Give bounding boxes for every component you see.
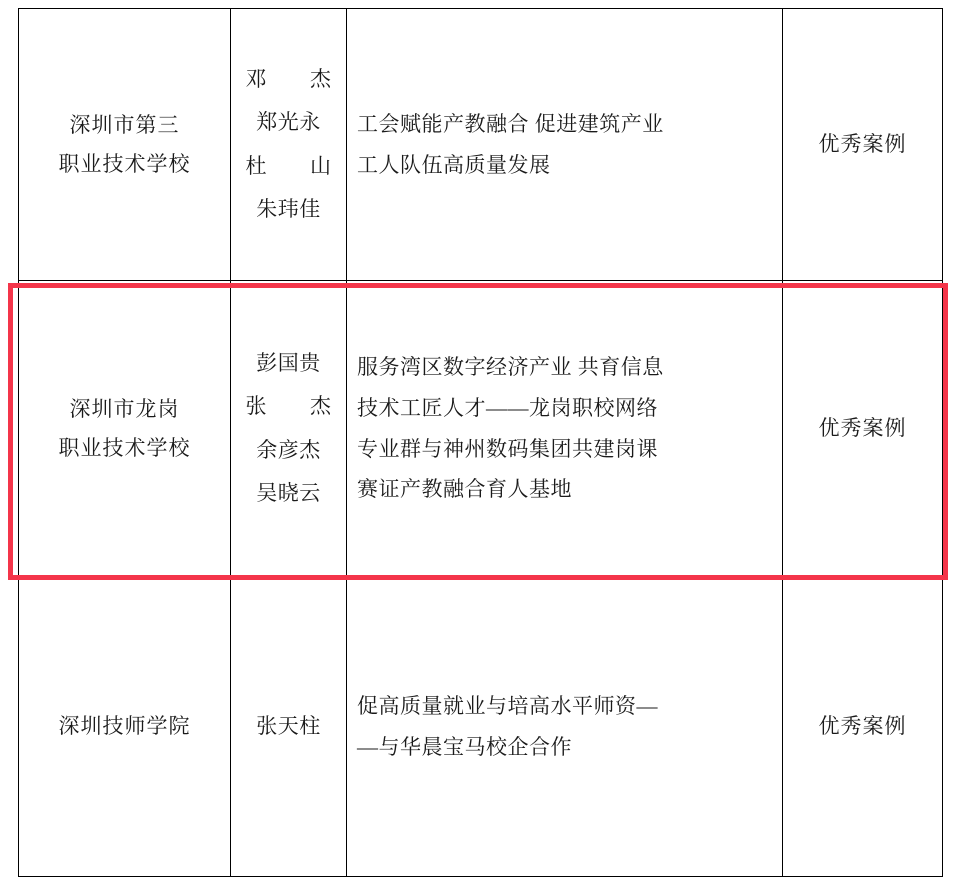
author-names: 邓 杰 郑光永 杜 山 朱玮佳 <box>245 67 332 221</box>
table-cell-school <box>19 9 231 281</box>
school-name: 深圳市龙岗 职业技术学校 <box>58 396 191 460</box>
table-row <box>19 577 943 877</box>
award-label: 优秀案例 <box>818 132 907 157</box>
table-cell-title <box>347 9 783 281</box>
school-name: 深圳技师学院 <box>58 714 191 739</box>
table-cell-title <box>347 577 783 877</box>
project-title: 服务湾区数字经济产业 共育信息 技术工匠人才——龙岗职校网络 专业群与神州数码集团共建岗课 赛证产教融合育人基地 <box>357 354 664 502</box>
school-name: 深圳市第三 职业技术学校 <box>58 112 191 176</box>
table-cell-school <box>19 281 231 577</box>
table-cell-award <box>783 9 943 281</box>
table-cell-school <box>19 577 231 877</box>
table-row <box>19 281 943 577</box>
table-cell-names <box>231 577 347 877</box>
table-cell-award <box>783 281 943 577</box>
table-cell-names <box>231 9 347 281</box>
author-names: 张天柱 <box>256 713 321 738</box>
project-title: 工会赋能产教融合 促进建筑产业 工人队伍高质量发展 <box>357 111 664 177</box>
awards-table <box>18 8 943 877</box>
award-label: 优秀案例 <box>818 416 907 441</box>
project-title: 促高质量就业与培高水平师资— —与华晨宝马校企合作 <box>357 693 658 759</box>
table-row <box>19 9 943 281</box>
table-cell-award <box>783 577 943 877</box>
author-names: 彭国贵 张 杰 余彦杰 吴晓云 <box>245 351 332 505</box>
table-cell-names <box>231 281 347 577</box>
table-cell-title <box>347 281 783 577</box>
award-label: 优秀案例 <box>818 714 907 739</box>
